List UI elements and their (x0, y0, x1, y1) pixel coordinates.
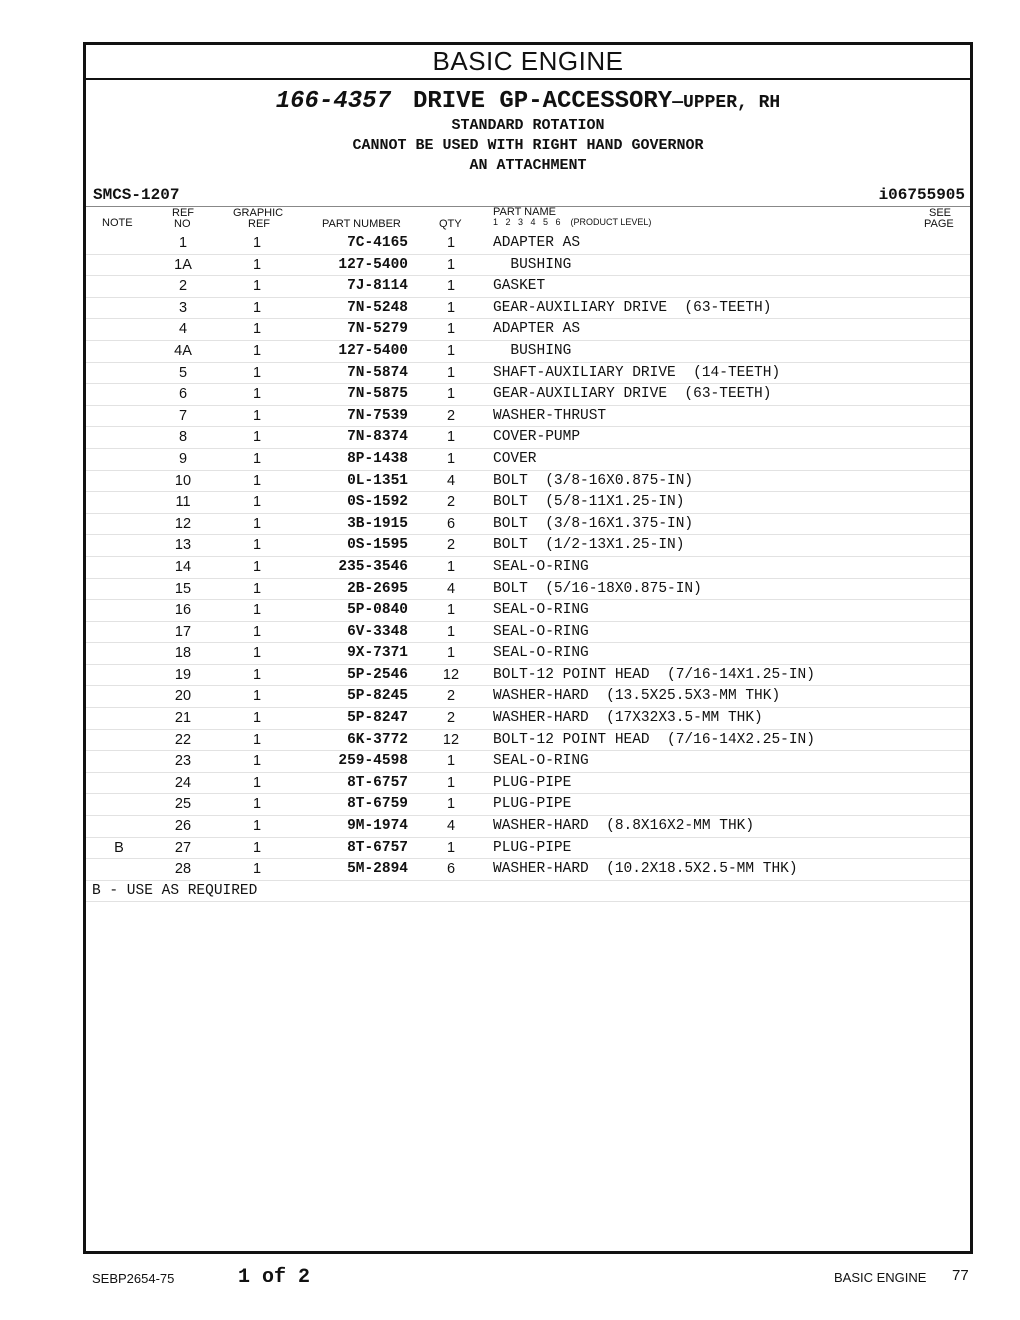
table-row (86, 816, 970, 838)
table-row (86, 276, 970, 298)
cell-ref-no: 1A (174, 256, 192, 273)
cell-part-name: BOLT (5/8-11X1.25-IN) (493, 494, 685, 511)
cell-qty: 1 (446, 796, 456, 813)
cell-graphic-ref: 1 (252, 299, 262, 316)
cell-qty: 1 (446, 299, 456, 316)
cell-graphic-ref: 1 (252, 774, 262, 791)
cell-ref-no: 18 (174, 645, 192, 662)
cell-part-name: BOLT-12 POINT HEAD (7/16-14X1.25-IN) (493, 666, 815, 683)
cell-ref-no: 26 (174, 818, 192, 835)
group-name: DRIVE GP-ACCESSORY (412, 88, 673, 115)
cell-part-name: WASHER-HARD (8.8X16X2-MM THK) (493, 818, 755, 835)
col-ref-no: NO (174, 218, 191, 230)
table-row (86, 255, 970, 277)
cell-part-name: BOLT (3/8-16X0.875-IN) (493, 472, 694, 489)
cell-part-number: 8T-6757 (347, 774, 408, 791)
cell-graphic-ref: 1 (252, 321, 262, 338)
cell-qty: 12 (442, 731, 460, 748)
table-row (86, 492, 970, 514)
cell-part-name: ADAPTER AS (493, 235, 581, 251)
cell-part-name: SEAL-O-RING (493, 602, 589, 619)
col-see-page: PAGE (924, 218, 954, 230)
cell-ref-no: 28 (174, 861, 192, 878)
cell-graphic-ref: 1 (252, 429, 262, 446)
page-of: 1 of 2 (238, 1266, 311, 1289)
cell-part-number: 6V-3348 (347, 623, 408, 640)
cell-graphic-ref: 1 (252, 796, 262, 813)
col-see-page: SEE (929, 207, 952, 219)
cell-graphic-ref: 1 (252, 407, 262, 424)
cell-part-number: 7N-5248 (347, 299, 408, 316)
table-row (86, 643, 970, 665)
cell-ref-no: 27 (174, 839, 192, 856)
cell-part-number: 7J-8114 (347, 278, 408, 295)
cell-ref-no: 8 (178, 429, 188, 446)
cell-qty: 6 (446, 515, 456, 532)
col-graphic-ref: REF (248, 218, 270, 230)
document-id: SEBP2654-75 (92, 1271, 175, 1286)
footnote: B - USE AS REQUIRED (86, 881, 970, 902)
group-description-line: CANNOT BE USED WITH RIGHT HAND GOVERNOR (352, 137, 704, 154)
cell-part-number: 5P-8245 (347, 688, 408, 705)
cell-part-name: BOLT (3/8-16X1.375-IN) (493, 515, 694, 532)
table-row (86, 449, 970, 471)
table-row (86, 600, 970, 622)
cell-part-name: BOLT (5/16-18X0.875-IN) (493, 580, 702, 597)
table-row (86, 751, 970, 773)
cell-part-name: COVER (493, 450, 537, 467)
cell-ref-no: 22 (174, 731, 192, 748)
cell-part-number: 7N-5875 (347, 386, 408, 403)
cell-graphic-ref: 1 (252, 472, 262, 489)
cell-part-number: 7N-8374 (347, 429, 408, 446)
cell-part-name: BUSHING (493, 256, 572, 273)
cell-part-name: WASHER-HARD (13.5X25.5X3-MM THK) (493, 688, 781, 705)
cell-ref-no: 19 (174, 666, 192, 683)
table-row (86, 514, 970, 536)
cell-part-number: 5P-8247 (347, 710, 408, 727)
cell-part-number: 8P-1438 (347, 450, 408, 467)
group-heading (86, 89, 970, 176)
cell-part-name: SEAL-O-RING (493, 645, 589, 662)
cell-part-name: WASHER-HARD (17X32X3.5-MM THK) (493, 710, 763, 727)
cell-graphic-ref: 1 (252, 386, 262, 403)
table-row (86, 471, 970, 493)
table-row (86, 859, 970, 881)
cell-part-number: 9X-7371 (347, 645, 408, 662)
footer-section: BASIC ENGINE (834, 1270, 927, 1285)
cell-graphic-ref: 1 (252, 494, 262, 511)
col-part-number: PART NUMBER (322, 218, 401, 230)
cell-part-number: 8T-6757 (347, 839, 408, 856)
table-row (86, 298, 970, 320)
cell-graphic-ref: 1 (252, 450, 262, 467)
cell-part-number: 7N-5874 (347, 364, 408, 381)
cell-qty: 1 (446, 839, 456, 856)
cell-ref-no: 13 (174, 537, 192, 554)
cell-ref-no: 1 (178, 235, 188, 251)
cell-qty: 4 (446, 580, 456, 597)
table-row (86, 708, 970, 730)
cell-qty: 1 (446, 278, 456, 295)
cell-part-name: SHAFT-AUXILIARY DRIVE (14-TEETH) (493, 364, 781, 381)
parts-table (86, 233, 970, 881)
group-description-line: AN ATTACHMENT (469, 157, 587, 174)
col-part-name: PART NAME (493, 206, 556, 218)
cell-part-name: ADAPTER AS (493, 321, 581, 338)
cell-qty: 2 (446, 710, 456, 727)
col-qty: QTY (439, 218, 462, 230)
cell-graphic-ref: 1 (252, 364, 262, 381)
cell-graphic-ref: 1 (252, 731, 262, 748)
cell-qty: 2 (446, 537, 456, 554)
section-title: BASIC ENGINE (86, 45, 970, 80)
cell-graphic-ref: 1 (252, 710, 262, 727)
cell-qty: 2 (446, 688, 456, 705)
cell-ref-no: 25 (174, 796, 192, 813)
cell-graphic-ref: 1 (252, 235, 262, 251)
cell-ref-no: 11 (175, 494, 191, 511)
cell-part-number: 235-3546 (338, 558, 408, 575)
cell-part-name: BUSHING (493, 342, 572, 359)
cell-part-name: SEAL-O-RING (493, 623, 589, 640)
group-name-suffix: —UPPER, RH (672, 93, 781, 113)
cell-part-number: 7N-5279 (347, 321, 408, 338)
cell-ref-no: 9 (178, 450, 188, 467)
cell-graphic-ref: 1 (252, 256, 262, 273)
cell-ref-no: 17 (174, 623, 192, 640)
cell-graphic-ref: 1 (252, 580, 262, 597)
cell-ref-no: 2 (178, 278, 188, 295)
cell-part-name: BOLT (1/2-13X1.25-IN) (493, 537, 685, 554)
cell-part-name: COVER-PUMP (493, 429, 581, 446)
table-row (86, 427, 970, 449)
cell-qty: 1 (446, 450, 456, 467)
cell-ref-no: 12 (174, 515, 192, 532)
cell-graphic-ref: 1 (252, 537, 262, 554)
cell-note: B (114, 839, 124, 856)
cell-part-number: 6K-3772 (347, 731, 408, 748)
cell-part-number: 7C-4165 (347, 235, 408, 251)
cell-qty: 4 (446, 472, 456, 489)
group-description-line: STANDARD ROTATION (451, 117, 605, 134)
cell-graphic-ref: 1 (252, 839, 262, 856)
smcs-code: SMCS-1207 (93, 186, 180, 204)
cell-graphic-ref: 1 (252, 515, 262, 532)
table-row (86, 384, 970, 406)
table-row (86, 730, 970, 752)
illustration-id: i06755905 (878, 186, 965, 204)
cell-qty: 1 (446, 256, 456, 273)
table-row (86, 233, 970, 255)
cell-part-number: 0S-1592 (347, 494, 408, 511)
table-row (86, 557, 970, 579)
cell-qty: 1 (446, 386, 456, 403)
cell-graphic-ref: 1 (252, 753, 262, 770)
cell-graphic-ref: 1 (252, 602, 262, 619)
cell-ref-no: 14 (174, 558, 192, 575)
cell-part-name: GASKET (493, 278, 546, 295)
cell-qty: 1 (446, 342, 456, 359)
cell-qty: 4 (446, 818, 456, 835)
cell-graphic-ref: 1 (252, 818, 262, 835)
cell-ref-no: 4 (178, 321, 188, 338)
cell-part-name: BOLT-12 POINT HEAD (7/16-14X2.25-IN) (493, 731, 815, 748)
cell-part-number: 0S-1595 (347, 537, 408, 554)
cell-part-name: SEAL-O-RING (493, 558, 589, 575)
col-ref-no: REF (172, 207, 194, 219)
cell-qty: 1 (446, 235, 456, 251)
cell-ref-no: 5 (178, 364, 188, 381)
cell-part-number: 7N-7539 (347, 407, 408, 424)
cell-ref-no: 20 (174, 688, 192, 705)
cell-qty: 12 (442, 666, 460, 683)
cell-part-number: 2B-2695 (347, 580, 408, 597)
cell-part-name: GEAR-AUXILIARY DRIVE (63-TEETH) (493, 299, 772, 316)
cell-qty: 1 (446, 364, 456, 381)
cell-qty: 1 (446, 623, 456, 640)
cell-part-number: 127-5400 (338, 256, 408, 273)
smcs-row (86, 184, 970, 207)
table-row (86, 319, 970, 341)
table-row (86, 341, 970, 363)
cell-qty: 2 (446, 494, 456, 511)
col-product-level: 1 2 3 4 5 6 (PRODUCT LEVEL) (493, 217, 652, 227)
cell-graphic-ref: 1 (252, 861, 262, 878)
cell-part-number: 5P-2546 (347, 666, 408, 683)
cell-ref-no: 4A (174, 342, 192, 359)
cell-qty: 1 (446, 602, 456, 619)
col-note: NOTE (102, 217, 133, 229)
cell-ref-no: 6 (178, 386, 188, 403)
cell-qty: 1 (446, 753, 456, 770)
cell-graphic-ref: 1 (252, 645, 262, 662)
cell-part-name: SEAL-O-RING (493, 753, 589, 770)
cell-ref-no: 21 (174, 710, 192, 727)
table-row (86, 622, 970, 644)
cell-qty: 1 (446, 429, 456, 446)
cell-qty: 1 (446, 645, 456, 662)
table-row (86, 406, 970, 428)
cell-part-number: 5M-2894 (347, 861, 408, 878)
table-row (86, 535, 970, 557)
cell-graphic-ref: 1 (252, 342, 262, 359)
cell-graphic-ref: 1 (252, 623, 262, 640)
cell-graphic-ref: 1 (252, 666, 262, 683)
cell-qty: 1 (446, 558, 456, 575)
cell-part-number: 9M-1974 (347, 818, 408, 835)
cell-part-name: WASHER-HARD (10.2X18.5X2.5-MM THK) (493, 861, 798, 878)
cell-part-name: PLUG-PIPE (493, 774, 572, 791)
col-graphic-ref: GRAPHIC (233, 207, 284, 219)
table-row (86, 794, 970, 816)
cell-graphic-ref: 1 (252, 558, 262, 575)
cell-part-number: 5P-0840 (347, 602, 408, 619)
cell-qty: 1 (446, 774, 456, 791)
table-header (86, 207, 970, 233)
cell-ref-no: 15 (174, 580, 192, 597)
table-row (86, 686, 970, 708)
cell-ref-no: 16 (174, 602, 192, 619)
parts-page-frame (83, 42, 973, 1254)
cell-part-name: PLUG-PIPE (493, 839, 572, 856)
group-number: 166-4357 (275, 88, 391, 115)
table-row (86, 773, 970, 795)
cell-part-number: 259-4598 (338, 753, 408, 770)
cell-graphic-ref: 1 (252, 688, 262, 705)
table-row (86, 665, 970, 687)
cell-part-number: 8T-6759 (347, 796, 408, 813)
cell-part-number: 0L-1351 (347, 472, 408, 489)
cell-graphic-ref: 1 (252, 278, 262, 295)
cell-ref-no: 7 (178, 407, 188, 424)
cell-qty: 6 (446, 861, 456, 878)
cell-qty: 1 (446, 321, 456, 338)
table-row (86, 363, 970, 385)
table-row (86, 838, 970, 860)
cell-part-number: 127-5400 (338, 342, 408, 359)
cell-ref-no: 10 (174, 472, 192, 489)
cell-part-number: 3B-1915 (347, 515, 408, 532)
cell-ref-no: 23 (174, 753, 192, 770)
cell-part-name: WASHER-THRUST (493, 407, 607, 424)
cell-part-name: GEAR-AUXILIARY DRIVE (63-TEETH) (493, 386, 772, 403)
cell-qty: 2 (446, 407, 456, 424)
cell-part-name: PLUG-PIPE (493, 796, 572, 813)
table-row (86, 579, 970, 601)
page-number: 77 (952, 1267, 969, 1284)
cell-ref-no: 3 (178, 299, 188, 316)
cell-ref-no: 24 (174, 774, 192, 791)
